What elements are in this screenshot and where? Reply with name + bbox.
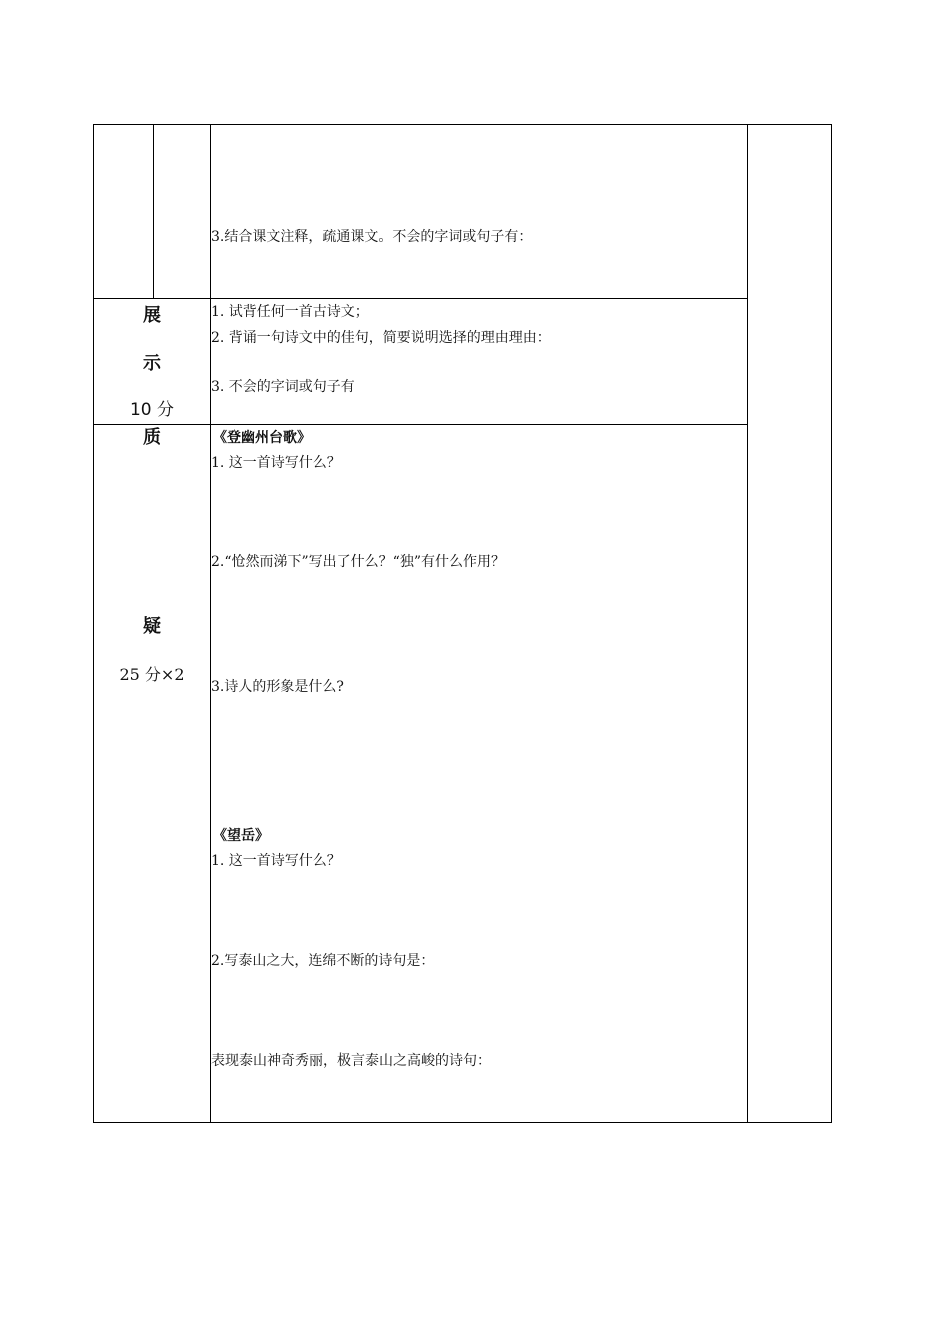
show-label-char-2: 示 (143, 353, 161, 374)
show-label-char-1: 展 (143, 305, 161, 326)
top-row-item-3: 3.结合课文注释，疏通课文。不会的字词或句子有： (211, 229, 533, 245)
poem1-question-1: 1. 这一首诗写什么？ (211, 455, 341, 471)
table-border-right (831, 124, 832, 1123)
column-divider-content (747, 124, 748, 1123)
column-divider-label (210, 124, 211, 1123)
poem1-question-3: 3.诗人的形象是什么? (211, 679, 344, 695)
poem2-title: 《望岳》 (213, 828, 269, 844)
question-label-char-1: 质 (143, 427, 161, 448)
table-border-bottom (93, 1122, 832, 1123)
poem2-question-1: 1. 这一首诗写什么？ (211, 853, 341, 869)
poem2-question-3: 表现泰山神奇秀丽，极言泰山之高峻的诗句： (211, 1053, 491, 1069)
poem1-question-2: 2.“怆然而涕下”写出了什么？“独”有什么作用？ (211, 554, 505, 570)
question-label-score: 25 分×2 (119, 665, 185, 684)
show-item-1: 1. 试背任何一首古诗文； (211, 304, 369, 320)
row-divider-2 (93, 424, 748, 425)
question-label-char-2: 疑 (143, 616, 161, 637)
show-item-2: 2. 背诵一句诗文中的佳句，简要说明选择的理由理由： (211, 330, 551, 346)
poem2-question-2: 2.写泰山之大，连绵不断的诗句是： (211, 953, 435, 969)
show-label-score: 10 分 (129, 400, 175, 420)
row-divider-1 (93, 298, 748, 299)
column-divider-inner (153, 124, 154, 299)
table-border-top (93, 124, 832, 125)
show-item-3: 3. 不会的字词或句子有 (211, 379, 355, 395)
poem1-title: 《登幽州台歌》 (213, 430, 311, 446)
